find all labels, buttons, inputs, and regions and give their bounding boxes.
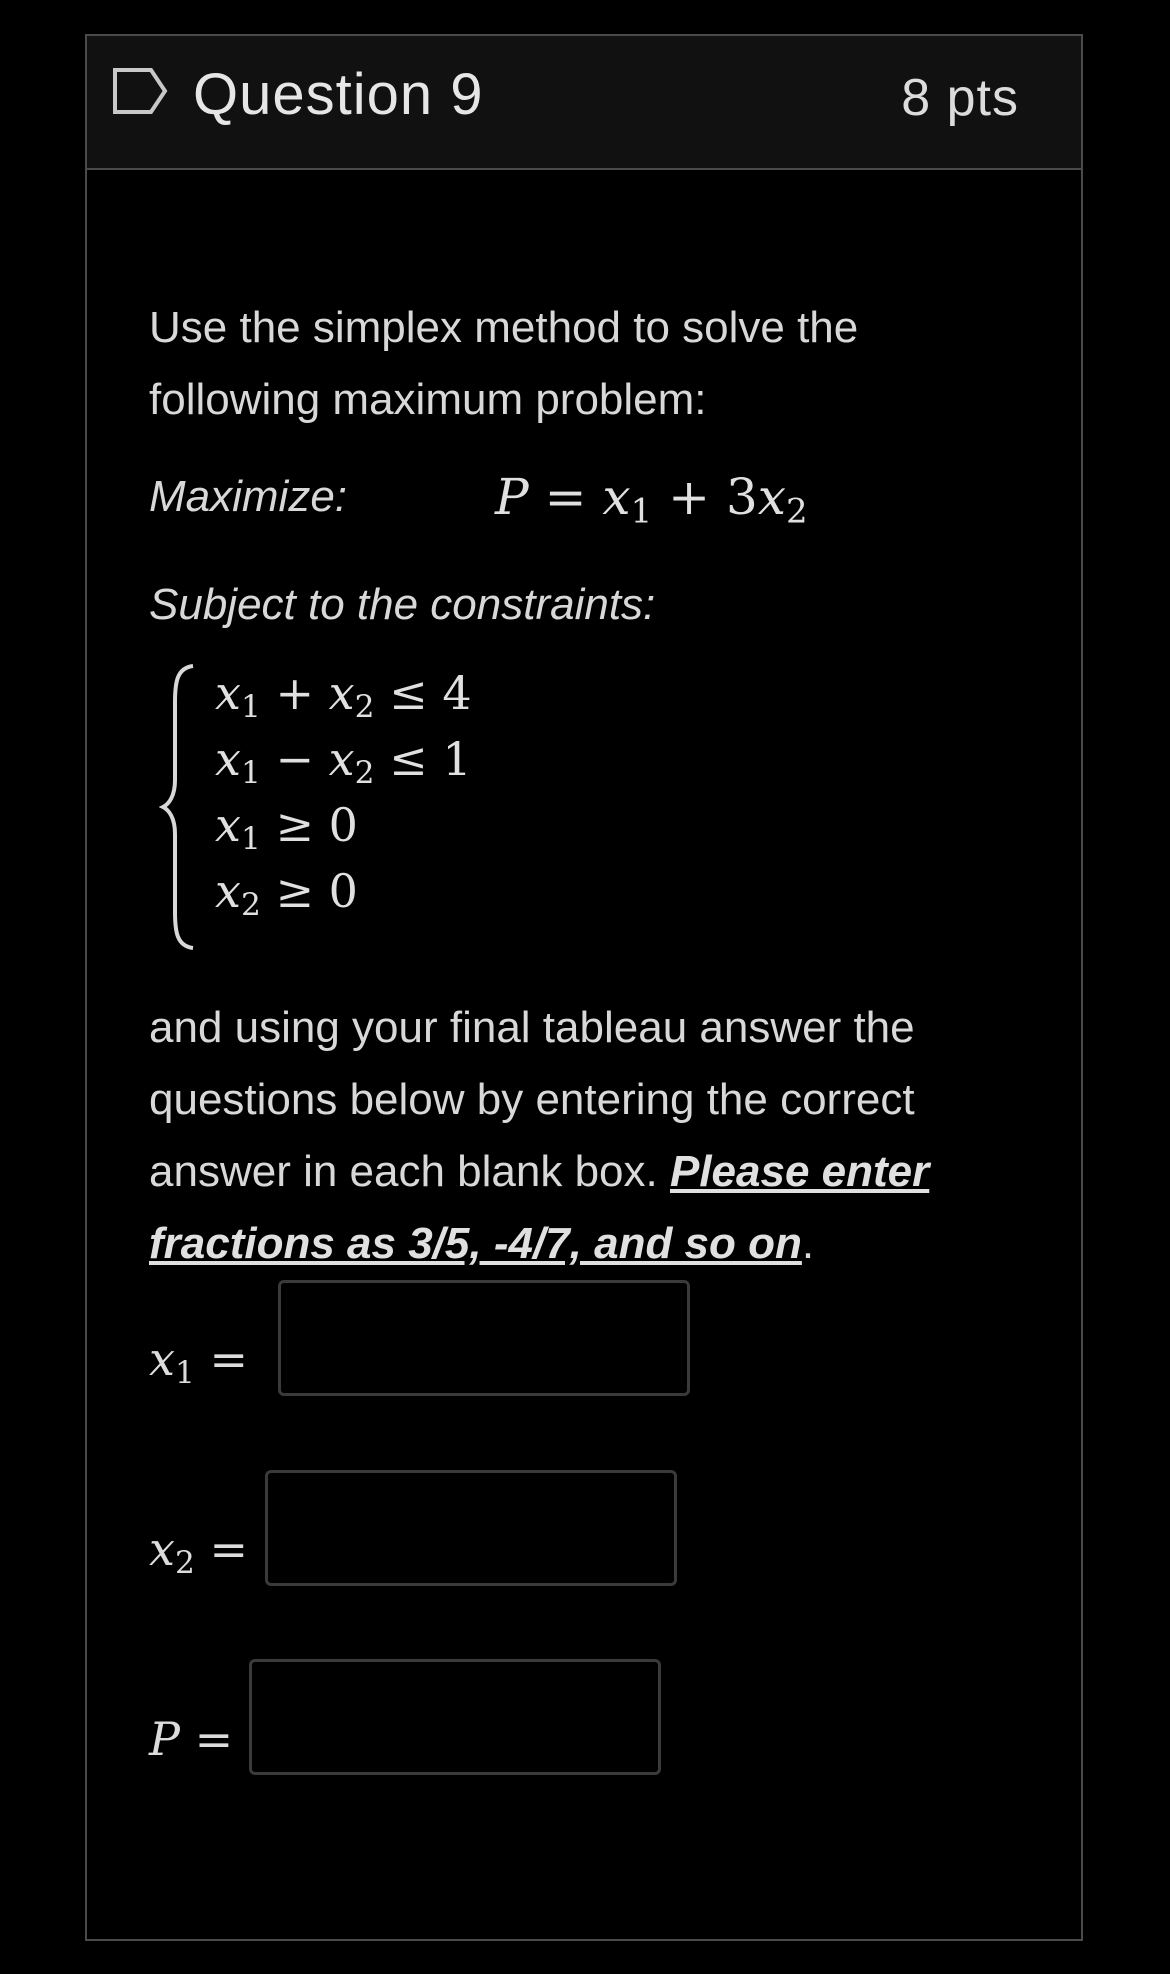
question-header [87, 36, 1081, 170]
constraint-2: $x_1 - x_2 \le 1$ [215, 732, 472, 791]
left-brace-icon [159, 662, 199, 952]
answer-label-x2: $x_2$ = [149, 1522, 249, 1581]
flag-outline-icon[interactable] [111, 66, 171, 116]
answer-label-x1: $x_1$ = [149, 1332, 249, 1391]
problem-intro: Use the simplex method to solve the following maximum problem: [149, 303, 859, 424]
maximize-label: Maximize: [149, 472, 348, 521]
subject-to-label: Subject to the constraints: [149, 580, 656, 629]
constraint-system [159, 662, 659, 962]
constraint-3: $x_1 \ge 0$ [215, 798, 358, 857]
question-title: Question 9 [193, 62, 484, 127]
constraint-1: $x_1 + x_2 \le 4$ [215, 666, 472, 725]
objective-function: $P = x_1 + 3x_2$ [495, 468, 808, 532]
instructions-text: and using your final tableau answer the questions below by entering the correct answer in each blank box. Please enter fractions as 3/5, -4/7, and so on. [149, 1003, 930, 1268]
constraint-4: $x_2 \ge 0$ [215, 864, 358, 923]
answer-input-p[interactable] [249, 1659, 661, 1775]
fraction-format-note: Please enter fractions as 3/5, -4/7, and so on [149, 1147, 930, 1268]
question-card [85, 34, 1083, 1941]
answer-input-x1[interactable] [278, 1280, 690, 1396]
question-points: 8 pts [901, 69, 1019, 127]
answer-input-x2[interactable] [265, 1470, 677, 1586]
answer-label-p: P = [149, 1712, 234, 1766]
